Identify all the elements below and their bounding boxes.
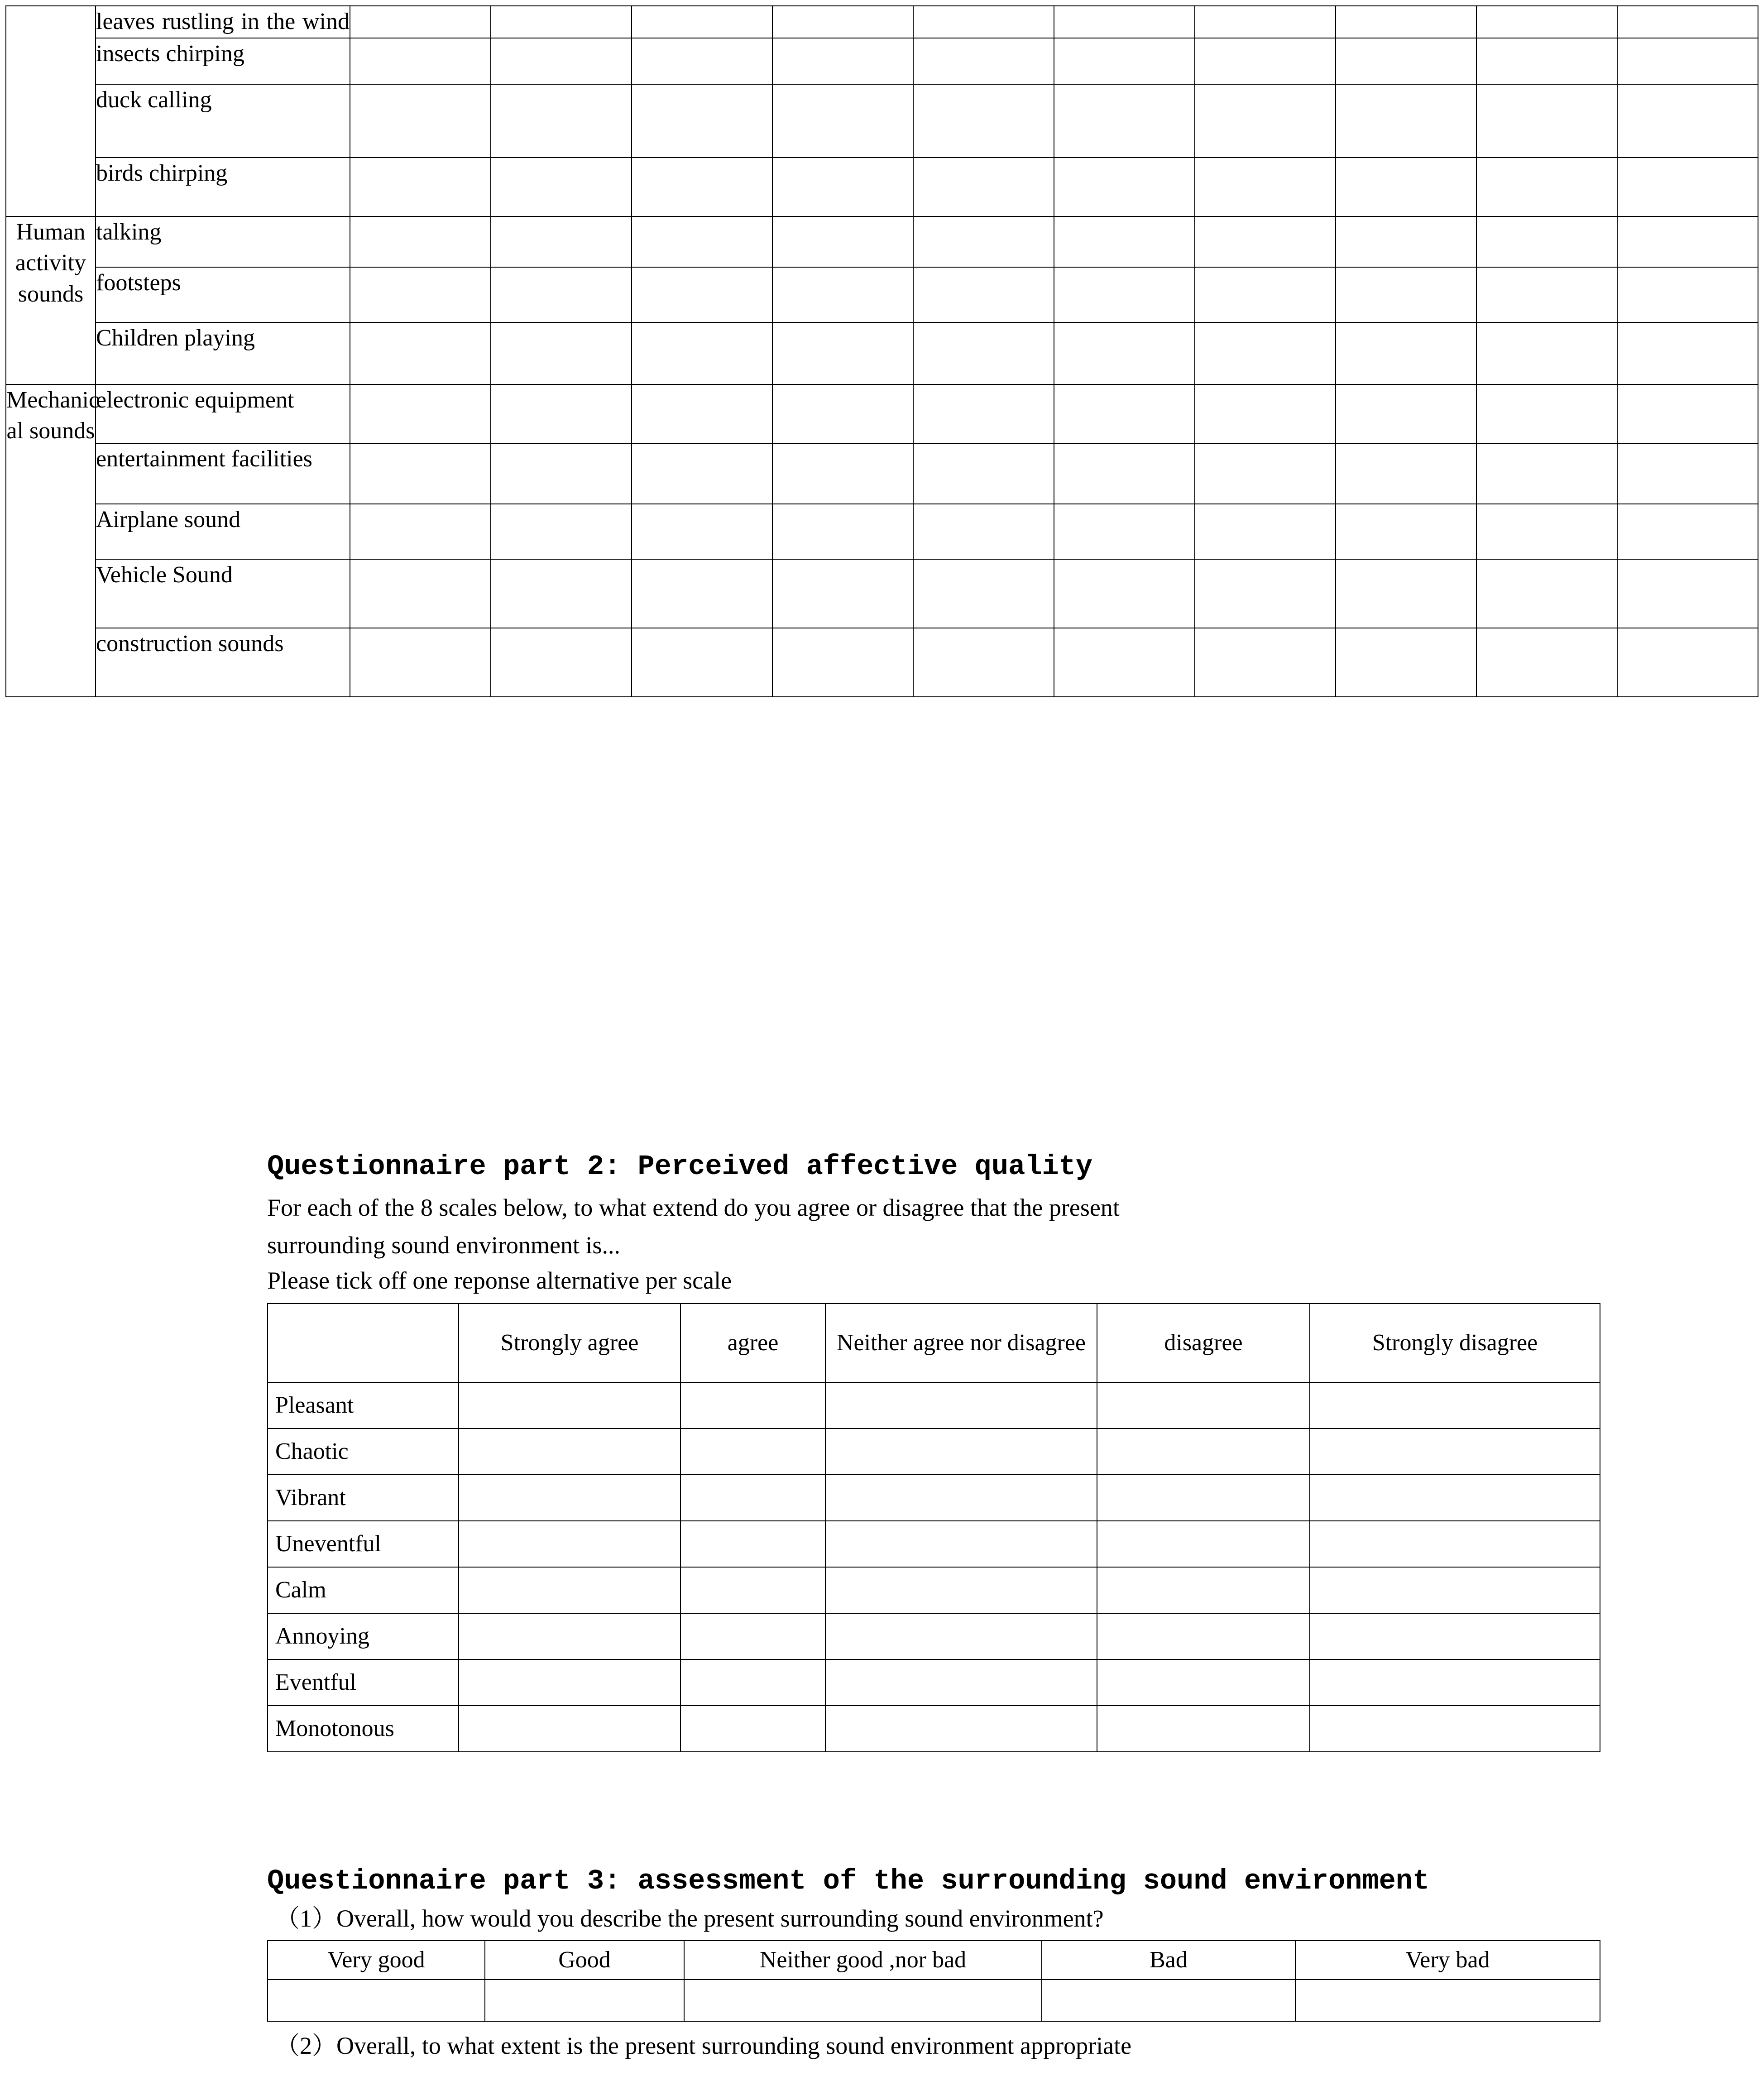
paq-option-cell-1[interactable] <box>459 1521 680 1567</box>
tick-cell-1[interactable] <box>350 267 491 322</box>
paq-option-cell-4[interactable] <box>1097 1706 1310 1752</box>
tick-cell-5[interactable] <box>913 443 1054 504</box>
table-row <box>6 504 1758 559</box>
tick-cell-7[interactable] <box>1195 267 1336 322</box>
table-row <box>6 38 1758 84</box>
tick-cell-10[interactable] <box>1617 158 1758 216</box>
paq-table-body <box>268 1382 1600 1752</box>
tick-cell-5[interactable] <box>913 384 1054 443</box>
sound-source-label: construction sounds <box>96 628 350 697</box>
tick-cell-4[interactable] <box>772 158 913 216</box>
table-row <box>268 1706 1600 1752</box>
tick-cell-3[interactable] <box>632 84 772 158</box>
tick-cell-2[interactable] <box>491 443 632 504</box>
tick-cell-2[interactable] <box>491 384 632 443</box>
table-row <box>6 216 1758 267</box>
sound-source-label: electronic equipment <box>96 384 350 443</box>
tick-cell-3[interactable] <box>632 559 772 628</box>
paq-option-cell-1[interactable] <box>459 1429 680 1475</box>
tick-cell-10[interactable] <box>1617 267 1758 322</box>
sound-source-label: insects chirping <box>96 38 350 84</box>
tick-cell-5[interactable] <box>913 6 1054 38</box>
tick-cell-10[interactable] <box>1617 38 1758 84</box>
tick-cell-6[interactable] <box>1054 267 1195 322</box>
tick-cell-1[interactable] <box>350 38 491 84</box>
overall-header-bad: Bad <box>1042 1941 1295 1980</box>
part-2-heading: Questionnaire part 2: Perceived affective quality <box>267 1151 1093 1183</box>
tick-cell-3[interactable] <box>632 384 772 443</box>
tick-cell-1[interactable] <box>350 504 491 559</box>
perceived-affective-quality-table <box>267 1303 1600 1752</box>
tick-cell-8[interactable] <box>1336 443 1476 504</box>
tick-cell-7[interactable] <box>1195 322 1336 384</box>
paq-option-cell-1[interactable] <box>459 1475 680 1521</box>
tick-cell-2[interactable] <box>491 6 632 38</box>
tick-cell-7[interactable] <box>1195 158 1336 216</box>
paq-option-cell-4[interactable] <box>1097 1613 1310 1659</box>
tick-cell-10[interactable] <box>1617 559 1758 628</box>
overall-option-cell-4[interactable] <box>1042 1980 1295 2021</box>
part-3-question-2: （2）Overall, to what extent is the present surrounding sound environment appropriate <box>275 2032 1132 2059</box>
tick-cell-5[interactable] <box>913 628 1054 697</box>
sound-category-label: Human activity sounds <box>6 216 96 384</box>
part-3-question-1: （1）Overall, how would you describe the present surrounding sound environment? <box>275 1905 1104 1932</box>
part-2-intro-line-1: For each of the 8 scales below, to what extend do you agree or disagree that the present <box>267 1194 1120 1222</box>
overall-header-very-bad: Very bad <box>1295 1941 1600 1980</box>
tick-cell-2[interactable] <box>491 38 632 84</box>
tick-cell-7[interactable] <box>1195 628 1336 697</box>
tick-cell-10[interactable] <box>1617 628 1758 697</box>
overall-header-very-good: Very good <box>268 1941 485 1980</box>
tick-cell-5[interactable] <box>913 84 1054 158</box>
table-row <box>268 1521 1600 1567</box>
tick-cell-9[interactable] <box>1476 267 1617 322</box>
paq-option-cell-3[interactable] <box>825 1475 1097 1521</box>
paq-option-cell-3[interactable] <box>825 1706 1097 1752</box>
tick-cell-1[interactable] <box>350 443 491 504</box>
tick-cell-6[interactable] <box>1054 628 1195 697</box>
tick-cell-9[interactable] <box>1476 559 1617 628</box>
tick-cell-6[interactable] <box>1054 384 1195 443</box>
paq-header-agree: agree <box>680 1304 825 1382</box>
paq-header-disagree: disagree <box>1097 1304 1310 1382</box>
table-row <box>6 559 1758 628</box>
tick-cell-1[interactable] <box>350 84 491 158</box>
tick-cell-2[interactable] <box>491 322 632 384</box>
tick-cell-3[interactable] <box>632 504 772 559</box>
sound-source-label: birds chirping <box>96 158 350 216</box>
part-2-instruction: Please tick off one reponse alternative per scale <box>267 1267 732 1295</box>
tick-cell-8[interactable] <box>1336 6 1476 38</box>
tick-cell-5[interactable] <box>913 559 1054 628</box>
overall-option-cell-5[interactable] <box>1295 1980 1600 2021</box>
paq-option-cell-2[interactable] <box>680 1659 825 1706</box>
table-row <box>268 1613 1600 1659</box>
tick-cell-4[interactable] <box>772 559 913 628</box>
tick-cell-2[interactable] <box>491 158 632 216</box>
paq-option-cell-2[interactable] <box>680 1567 825 1613</box>
paq-option-cell-5[interactable] <box>1310 1613 1600 1659</box>
paq-option-cell-1[interactable] <box>459 1706 680 1752</box>
tick-cell-8[interactable] <box>1336 216 1476 267</box>
tick-cell-4[interactable] <box>772 443 913 504</box>
sound-category-label: Mechanic al sounds <box>6 384 96 697</box>
table-row <box>6 158 1758 216</box>
tick-cell-4[interactable] <box>772 504 913 559</box>
tick-cell-5[interactable] <box>913 38 1054 84</box>
paq-option-cell-4[interactable] <box>1097 1659 1310 1706</box>
tick-cell-4[interactable] <box>772 384 913 443</box>
paq-scale-label-annoying: Annoying <box>268 1613 459 1659</box>
paq-option-cell-1[interactable] <box>459 1567 680 1613</box>
questionnaire-part-2-section <box>267 1150 1603 1752</box>
table-row <box>268 1659 1600 1706</box>
tick-cell-2[interactable] <box>491 84 632 158</box>
paq-option-cell-1[interactable] <box>459 1613 680 1659</box>
table-row <box>6 322 1758 384</box>
paq-option-cell-4[interactable] <box>1097 1521 1310 1567</box>
table-row <box>268 1382 1600 1429</box>
paq-option-cell-4[interactable] <box>1097 1382 1310 1429</box>
sound-source-label: Airplane sound <box>96 504 350 559</box>
tick-cell-3[interactable] <box>632 322 772 384</box>
tick-cell-9[interactable] <box>1476 443 1617 504</box>
paq-option-cell-2[interactable] <box>680 1706 825 1752</box>
overall-header-neither: Neither good ,nor bad <box>684 1941 1042 1980</box>
tick-cell-3[interactable] <box>632 216 772 267</box>
overall-option-cell-2[interactable] <box>485 1980 684 2021</box>
overall-table-body <box>268 1980 1600 2021</box>
tick-cell-7[interactable] <box>1195 38 1336 84</box>
paq-option-cell-5[interactable] <box>1310 1567 1600 1613</box>
table-row <box>6 267 1758 322</box>
tick-cell-5[interactable] <box>913 216 1054 267</box>
tick-cell-3[interactable] <box>632 6 772 38</box>
tick-cell-6[interactable] <box>1054 322 1195 384</box>
table-row <box>268 1429 1600 1475</box>
tick-cell-1[interactable] <box>350 384 491 443</box>
paq-header-neither: Neither agree nor disagree <box>825 1304 1097 1382</box>
tick-cell-6[interactable] <box>1054 559 1195 628</box>
tick-cell-6[interactable] <box>1054 216 1195 267</box>
paq-scale-label-calm: Calm <box>268 1567 459 1613</box>
tick-cell-2[interactable] <box>491 559 632 628</box>
paq-option-cell-3[interactable] <box>825 1659 1097 1706</box>
paq-option-cell-1[interactable] <box>459 1382 680 1429</box>
tick-cell-8[interactable] <box>1336 84 1476 158</box>
tick-cell-4[interactable] <box>772 322 913 384</box>
tick-cell-10[interactable] <box>1617 443 1758 504</box>
tick-cell-6[interactable] <box>1054 38 1195 84</box>
tick-cell-10[interactable] <box>1617 504 1758 559</box>
tick-cell-5[interactable] <box>913 504 1054 559</box>
tick-cell-5[interactable] <box>913 322 1054 384</box>
sound-category-label <box>6 6 96 216</box>
tick-cell-5[interactable] <box>913 267 1054 322</box>
tick-cell-10[interactable] <box>1617 84 1758 158</box>
tick-cell-10[interactable] <box>1617 384 1758 443</box>
tick-cell-7[interactable] <box>1195 559 1336 628</box>
tick-cell-9[interactable] <box>1476 84 1617 158</box>
paq-option-cell-4[interactable] <box>1097 1567 1310 1613</box>
tick-cell-10[interactable] <box>1617 322 1758 384</box>
tick-cell-8[interactable] <box>1336 322 1476 384</box>
tick-cell-4[interactable] <box>772 38 913 84</box>
sound-source-label: Vehicle Sound <box>96 559 350 628</box>
tick-cell-1[interactable] <box>350 628 491 697</box>
sound-source-label: talking <box>96 216 350 267</box>
paq-scale-label-vibrant: Vibrant <box>268 1475 459 1521</box>
tick-cell-5[interactable] <box>913 158 1054 216</box>
tick-cell-4[interactable] <box>772 267 913 322</box>
paq-option-cell-2[interactable] <box>680 1429 825 1475</box>
part-3-heading: Questionnaire part 3: assessment of the surrounding sound environment <box>267 1865 1430 1897</box>
table-header-row <box>268 1304 1600 1382</box>
paq-option-cell-5[interactable] <box>1310 1659 1600 1706</box>
paq-scale-label-monotonous: Monotonous <box>268 1706 459 1752</box>
tick-cell-8[interactable] <box>1336 628 1476 697</box>
tick-cell-4[interactable] <box>772 628 913 697</box>
paq-option-cell-2[interactable] <box>680 1613 825 1659</box>
tick-cell-4[interactable] <box>772 216 913 267</box>
part-2-intro-line-2: surrounding sound environment is... <box>267 1232 620 1259</box>
paq-table-head <box>268 1304 1600 1382</box>
tick-cell-1[interactable] <box>350 158 491 216</box>
paq-scale-label-eventful: Eventful <box>268 1659 459 1706</box>
tick-cell-1[interactable] <box>350 216 491 267</box>
tick-cell-6[interactable] <box>1054 158 1195 216</box>
tick-cell-4[interactable] <box>772 84 913 158</box>
paq-option-cell-3[interactable] <box>825 1567 1097 1613</box>
paq-scale-label-pleasant: Pleasant <box>268 1382 459 1429</box>
tick-cell-7[interactable] <box>1195 84 1336 158</box>
tick-cell-8[interactable] <box>1336 504 1476 559</box>
paq-header-blank <box>268 1304 459 1382</box>
table-row <box>268 1475 1600 1521</box>
paq-option-cell-5[interactable] <box>1310 1706 1600 1752</box>
paq-option-cell-2[interactable] <box>680 1521 825 1567</box>
tick-cell-9[interactable] <box>1476 322 1617 384</box>
questionnaire-part-3-section <box>267 1865 1603 2062</box>
paq-header-strongly-disagree: Strongly disagree <box>1310 1304 1600 1382</box>
paq-option-cell-2[interactable] <box>680 1475 825 1521</box>
tick-cell-2[interactable] <box>491 267 632 322</box>
tick-cell-6[interactable] <box>1054 443 1195 504</box>
paq-option-cell-3[interactable] <box>825 1429 1097 1475</box>
paq-option-cell-2[interactable] <box>680 1382 825 1429</box>
tick-cell-1[interactable] <box>350 322 491 384</box>
overall-header-good: Good <box>485 1941 684 1980</box>
tick-cell-6[interactable] <box>1054 6 1195 38</box>
paq-option-cell-5[interactable] <box>1310 1521 1600 1567</box>
paq-scale-label-uneventful: Uneventful <box>268 1521 459 1567</box>
tick-cell-7[interactable] <box>1195 443 1336 504</box>
table-row <box>6 6 1758 38</box>
paq-option-cell-5[interactable] <box>1310 1382 1600 1429</box>
tick-cell-1[interactable] <box>350 6 491 38</box>
paq-option-cell-3[interactable] <box>825 1613 1097 1659</box>
tick-cell-3[interactable] <box>632 38 772 84</box>
sound-source-label: duck calling <box>96 84 350 158</box>
tick-cell-9[interactable] <box>1476 158 1617 216</box>
paq-option-cell-4[interactable] <box>1097 1429 1310 1475</box>
tick-cell-7[interactable] <box>1195 216 1336 267</box>
overall-table-head <box>268 1941 1600 1980</box>
tick-cell-9[interactable] <box>1476 6 1617 38</box>
overall-option-cell-3[interactable] <box>684 1980 1042 2021</box>
tick-cell-10[interactable] <box>1617 6 1758 38</box>
tick-cell-4[interactable] <box>772 6 913 38</box>
paq-option-cell-4[interactable] <box>1097 1475 1310 1521</box>
tick-cell-8[interactable] <box>1336 158 1476 216</box>
tick-cell-1[interactable] <box>350 559 491 628</box>
tick-cell-6[interactable] <box>1054 84 1195 158</box>
tick-cell-3[interactable] <box>632 158 772 216</box>
table-row <box>6 443 1758 504</box>
tick-cell-6[interactable] <box>1054 504 1195 559</box>
paq-option-cell-5[interactable] <box>1310 1475 1600 1521</box>
tick-cell-7[interactable] <box>1195 504 1336 559</box>
paq-option-cell-1[interactable] <box>459 1659 680 1706</box>
paq-header-strongly-agree: Strongly agree <box>459 1304 680 1382</box>
paq-option-cell-3[interactable] <box>825 1521 1097 1567</box>
sound-source-label: leaves rustling in the wind <box>96 6 350 38</box>
table-row <box>268 1980 1600 2021</box>
sound-source-table <box>5 5 1758 697</box>
overall-assessment-table <box>267 1940 1600 2022</box>
paq-option-cell-5[interactable] <box>1310 1429 1600 1475</box>
paq-scale-label-chaotic: Chaotic <box>268 1429 459 1475</box>
sound-source-label: footsteps <box>96 267 350 322</box>
table-row <box>6 384 1758 443</box>
sound-source-label: entertainment facilities <box>96 443 350 504</box>
sound-source-table-body <box>6 6 1758 697</box>
tick-cell-9[interactable] <box>1476 216 1617 267</box>
tick-cell-8[interactable] <box>1336 38 1476 84</box>
tick-cell-9[interactable] <box>1476 38 1617 84</box>
tick-cell-9[interactable] <box>1476 628 1617 697</box>
table-header-row <box>268 1941 1600 1980</box>
tick-cell-3[interactable] <box>632 628 772 697</box>
tick-cell-8[interactable] <box>1336 559 1476 628</box>
tick-cell-7[interactable] <box>1195 6 1336 38</box>
tick-cell-9[interactable] <box>1476 384 1617 443</box>
tick-cell-2[interactable] <box>491 628 632 697</box>
tick-cell-3[interactable] <box>632 267 772 322</box>
tick-cell-7[interactable] <box>1195 384 1336 443</box>
tick-cell-9[interactable] <box>1476 504 1617 559</box>
tick-cell-2[interactable] <box>491 216 632 267</box>
overall-option-cell-1[interactable] <box>268 1980 485 2021</box>
table-row <box>6 628 1758 697</box>
table-row <box>6 84 1758 158</box>
tick-cell-8[interactable] <box>1336 267 1476 322</box>
tick-cell-10[interactable] <box>1617 216 1758 267</box>
tick-cell-2[interactable] <box>491 504 632 559</box>
tick-cell-3[interactable] <box>632 443 772 504</box>
table-row <box>268 1567 1600 1613</box>
paq-option-cell-3[interactable] <box>825 1382 1097 1429</box>
sound-source-label: Children playing <box>96 322 350 384</box>
tick-cell-8[interactable] <box>1336 384 1476 443</box>
